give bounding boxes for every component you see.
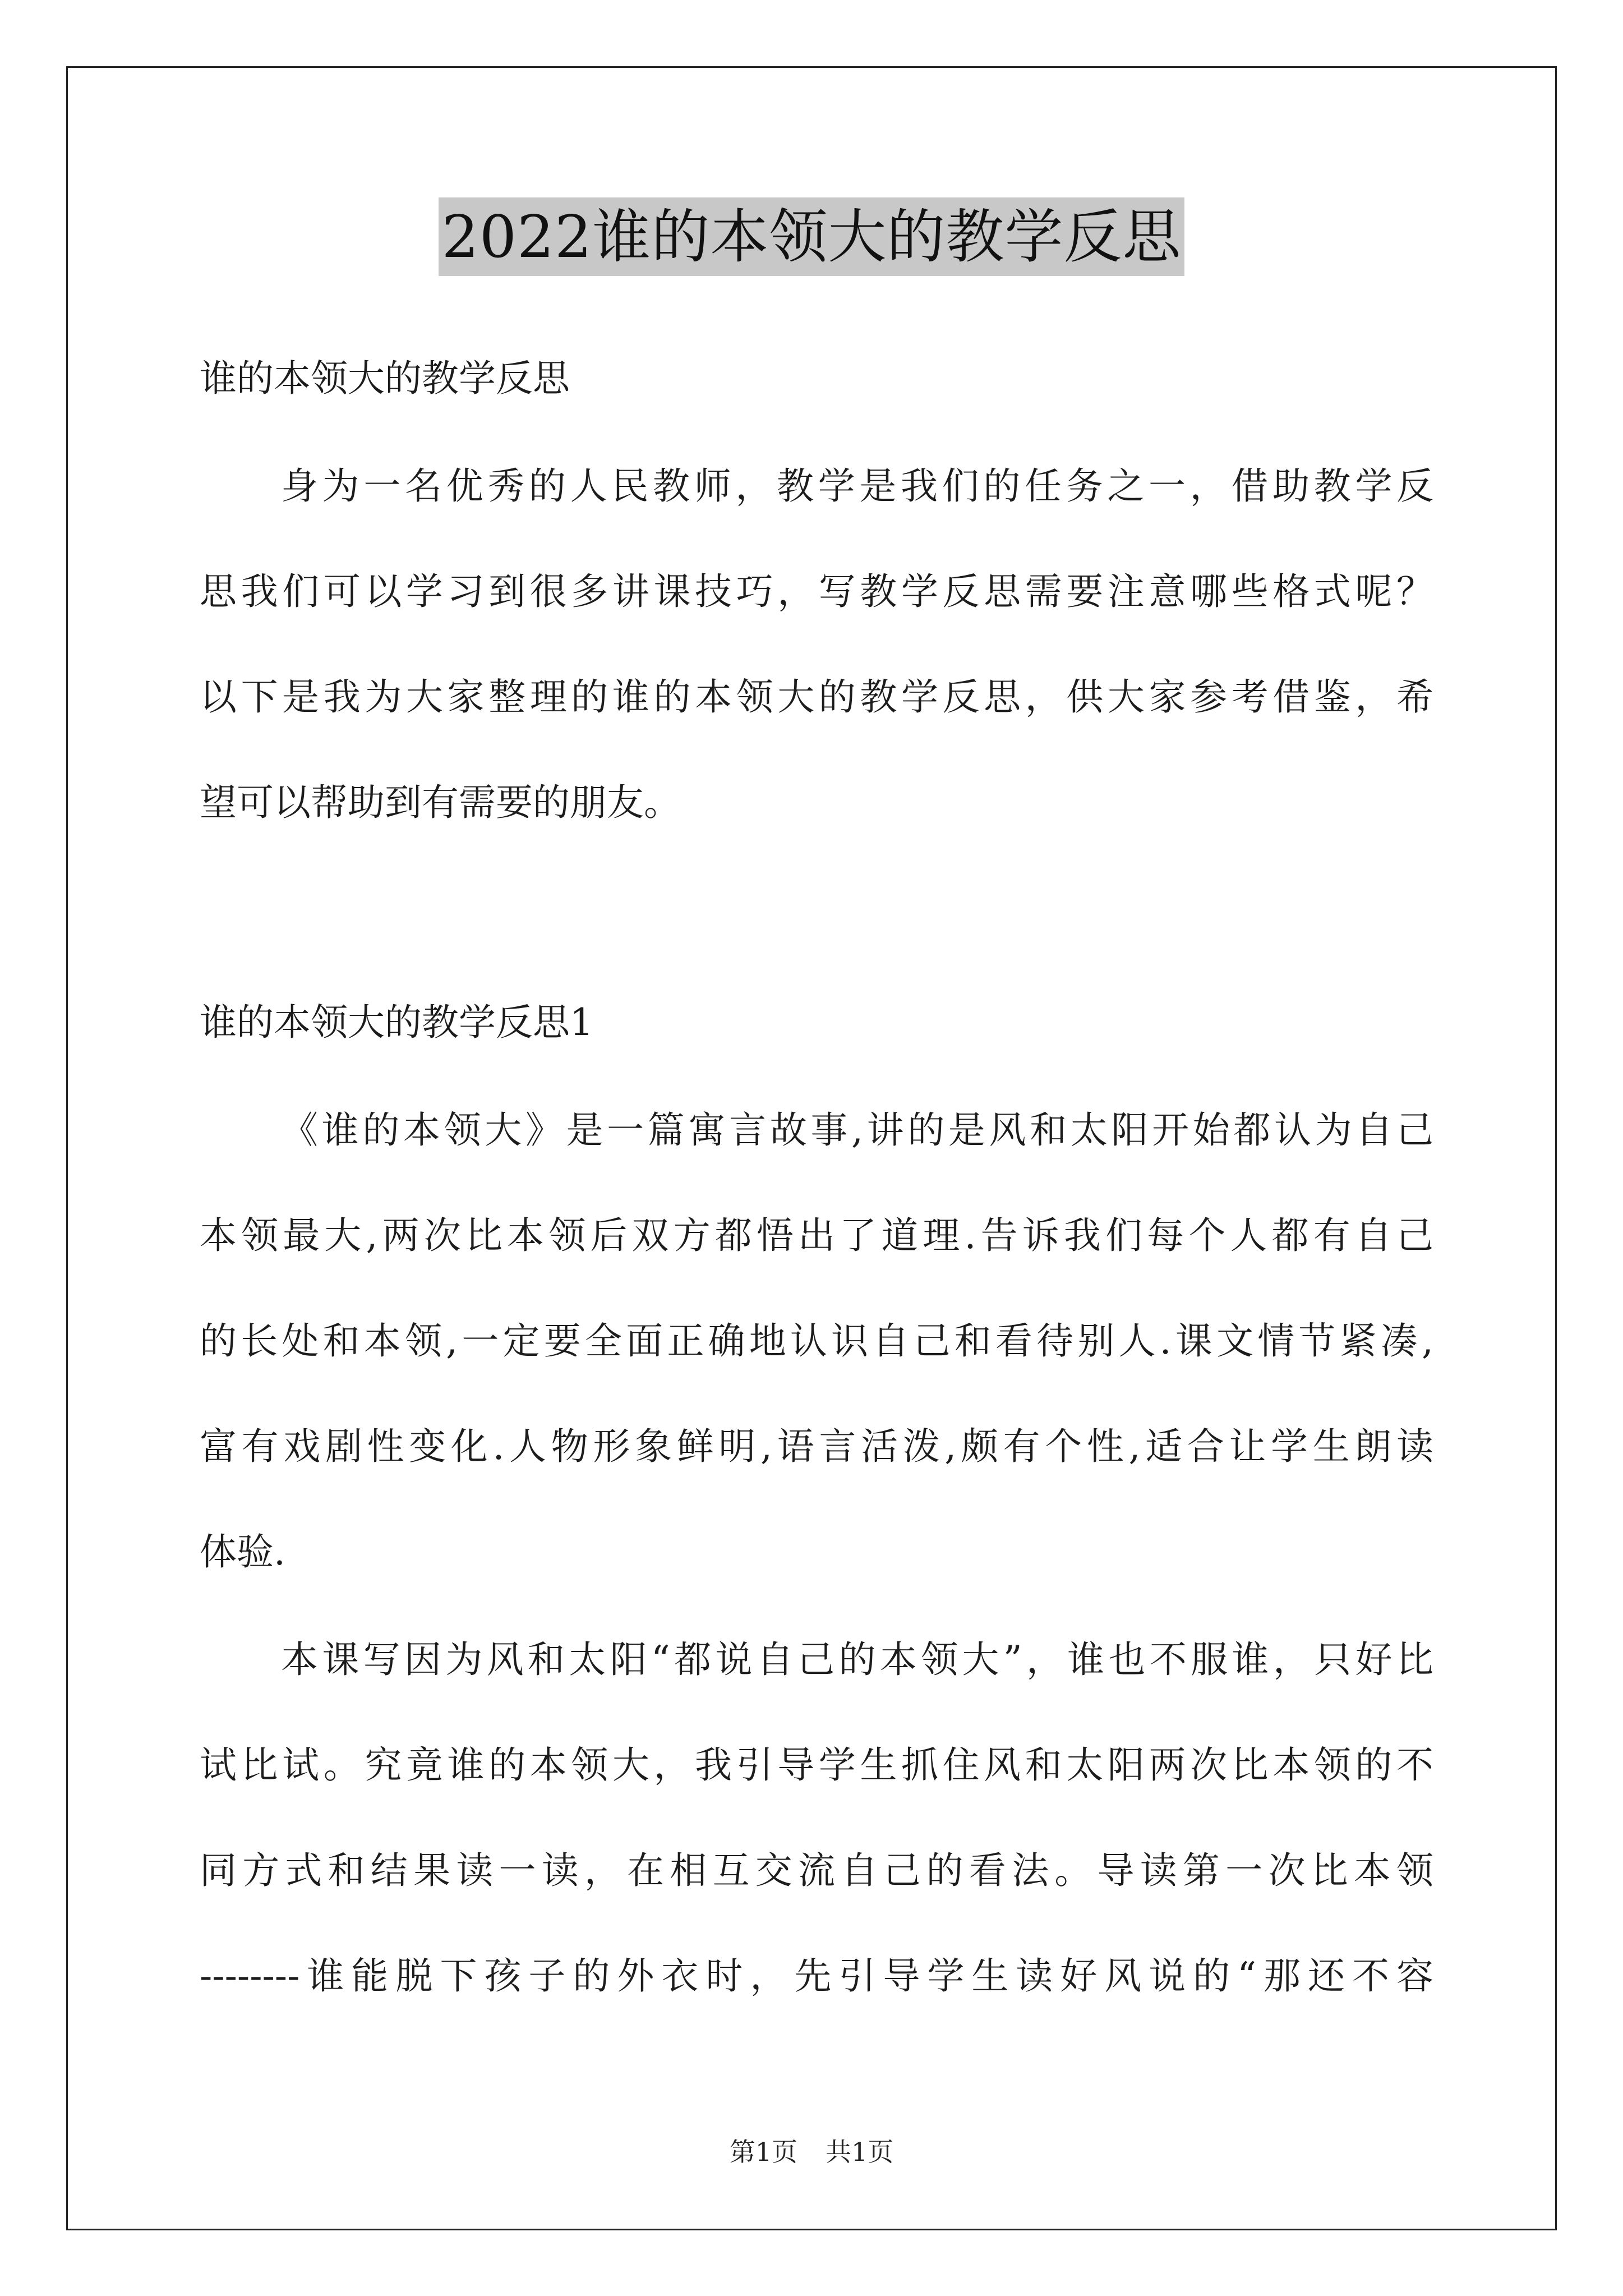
document-title: 2022谁的本领大的教学反思 bbox=[439, 197, 1185, 276]
paragraph-line: 身为一名优秀的人民教师，教学是我们的任务之一，借助教学反 bbox=[281, 464, 1433, 508]
title-container bbox=[0, 197, 1623, 276]
paragraph-line: 富有戏剧性变化.人物形象鲜明,语言活泼,颇有个性,适合让学生朗读 bbox=[200, 1425, 1433, 1468]
section-heading: 谁的本领大的教学反思1 bbox=[200, 1001, 593, 1044]
paragraph-line: 本领最大,两次比本领后双方都悟出了道理.告诉我们每个人都有自己 bbox=[200, 1214, 1433, 1257]
paragraph-line: 同方式和结果读一读，在相互交流自己的看法。导读第一次比本领 bbox=[200, 1849, 1433, 1892]
paragraph-line: 本课写因为风和太阳“都说自己的本领大”，谁也不服谁，只好比 bbox=[281, 1638, 1433, 1681]
paragraph-line: 《谁的本领大》是一篇寓言故事,讲的是风和太阳开始都认为自己 bbox=[281, 1108, 1433, 1152]
paragraph-line: 思我们可以学习到很多讲课技巧，写教学反思需要注意哪些格式呢？ bbox=[200, 570, 1433, 613]
page-total: 共1页 bbox=[826, 2137, 894, 2167]
paragraph-line: 望可以帮助到有需要的朋友。 bbox=[200, 781, 681, 824]
subtitle-line: 谁的本领大的教学反思 bbox=[200, 357, 570, 400]
paragraph-line: 试比试。究竟谁的本领大，我引导学生抓住风和太阳两次比本领的不 bbox=[200, 1743, 1433, 1787]
paragraph-line: --------谁能脱下孩子的外衣时，先引导学生读好风说的“那还不容 bbox=[200, 1954, 1433, 1998]
paragraph-line: 的长处和本领,一定要全面正确地认识自己和看待别人.课文情节紧凑, bbox=[200, 1319, 1433, 1363]
paragraph-line: 以下是我为大家整理的谁的本领大的教学反思，供大家参考借鉴，希 bbox=[200, 675, 1433, 719]
page-footer bbox=[0, 2132, 1623, 2169]
page-number: 第1页 bbox=[729, 2137, 797, 2167]
paragraph-line: 体验. bbox=[200, 1530, 285, 1573]
